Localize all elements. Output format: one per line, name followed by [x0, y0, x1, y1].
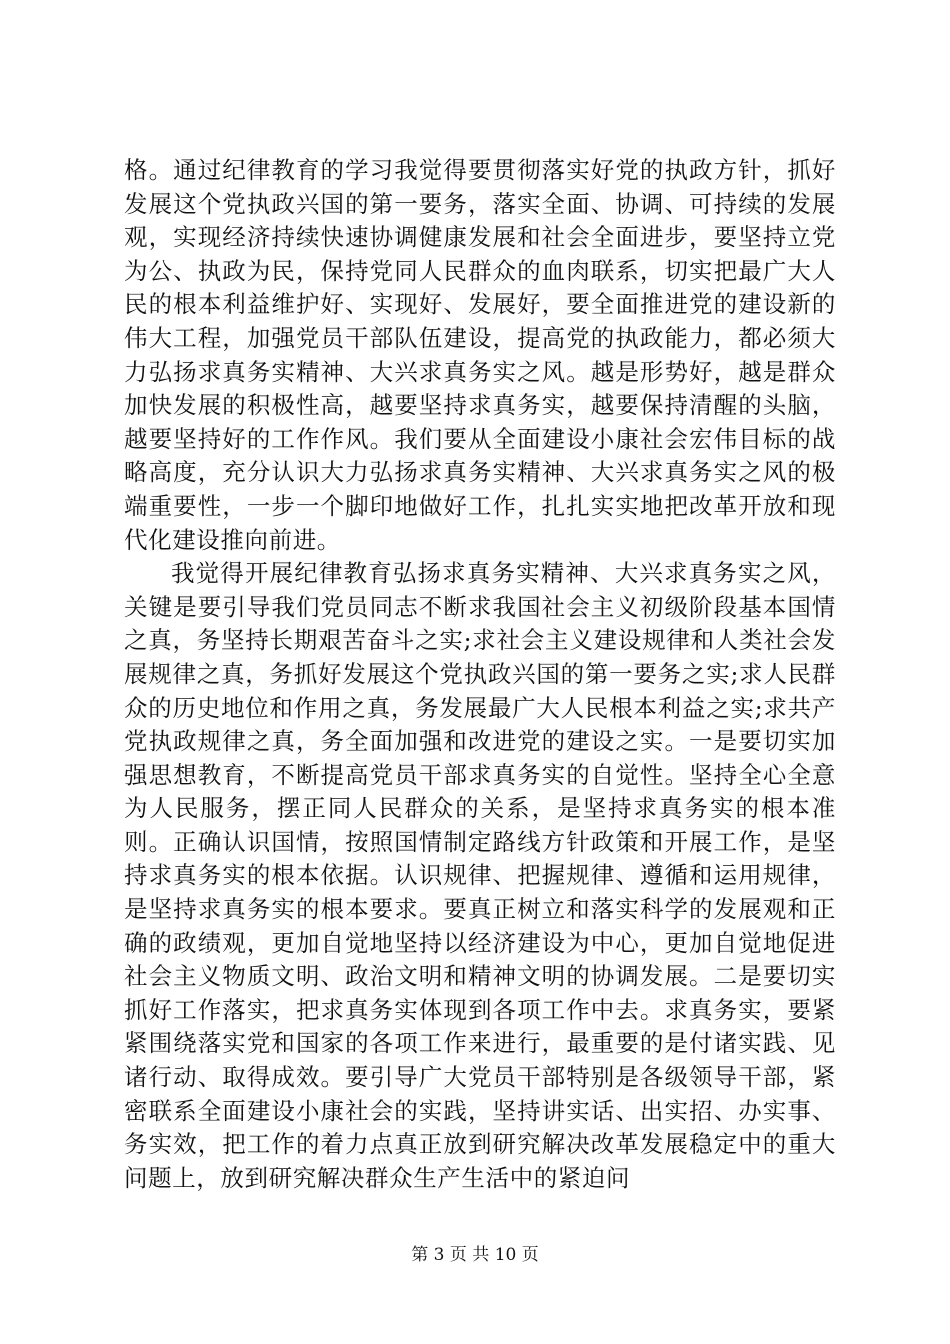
page-number: 第 3 页 共 10 页 — [411, 1245, 539, 1265]
page-footer — [0, 1244, 950, 1266]
body-text — [124, 154, 836, 1195]
paragraph-continuation: 格。通过纪律教育的学习我觉得要贯彻落实好党的执政方针，抓好发展这个党执政兴国的第一要务，落实全面、协调、可持续的发展观，实现经济持续快速协调健康发展和社会全面进步，要坚持立党为公、执政为民，保持党同人民群众的血肉联系，切实把最广大人民的根本利益维护好、实现好、发展好，要全面推进党的建设新的伟大工程，加强党员干部队伍建设，提高党的执政能力，都必须大力弘扬求真务实精神、大兴求真务实之风。越是形势好，越是群众加快发展的积极性高，越要坚持求真务实，越要保持清醒的头脑，越要坚持好的工作作风。我们要从全面建设小康社会宏伟目标的战略高度，充分认识大力弘扬求真务实精神、大兴求真务实之风的极端重要性，一步一个脚印地做好工作，扎扎实实地把改革开放和现代化建设推向前进。 — [124, 156, 836, 554]
paragraph-discipline-education: 我觉得开展纪律教育弘扬求真务实精神、大兴求真务实之风，关键是要引导我们党员同志不断求我国社会主义初级阶段基本国情之真，务坚持长期艰苦奋斗之实;求社会主义建设规律和人类社会发展规律之真，务抓好发展这个党执政兴国的第一要务之实;求人民群众的历史地位和作用之真，务发展最广大人民根本利益之实;求共产党执政规律之真，务全面加强和改进党的建设之实。一是要切实加强思想教育，不断提高党员干部求真务实的自觉性。坚持全心全意为人民服务，摆正同人民群众的关系，是坚持求真务实的根本准则。正确认识国情，按照国情制定路线方针政策和开展工作，是坚持求真务实的根本依据。认识规律、把握规律、遵循和运用规律，是坚持求真务实的根本要求。要真正树立和落实科学的发展观和正确的政绩观，更加自觉地坚持以经济建设为中心，更加自觉地促进社会主义物质文明、政治文明和精神文明的协调发展。二是要切实抓好工作落实，把求真务实体现到各项工作中去。求真务实，要紧紧围绕落实党和国家的各项工作来进行，最重要的是付诸实践、见诸行动、取得成效。要引导广大党员干部特别是各级领导干部，紧密联系全面建设小康社会的实践，坚持讲实话、出实招、办实事、务实效，把工作的着力点真正放到研究解决改革发展稳定中的重大问题上，放到研究解决群众生产生活中的紧迫问 — [124, 559, 836, 1192]
